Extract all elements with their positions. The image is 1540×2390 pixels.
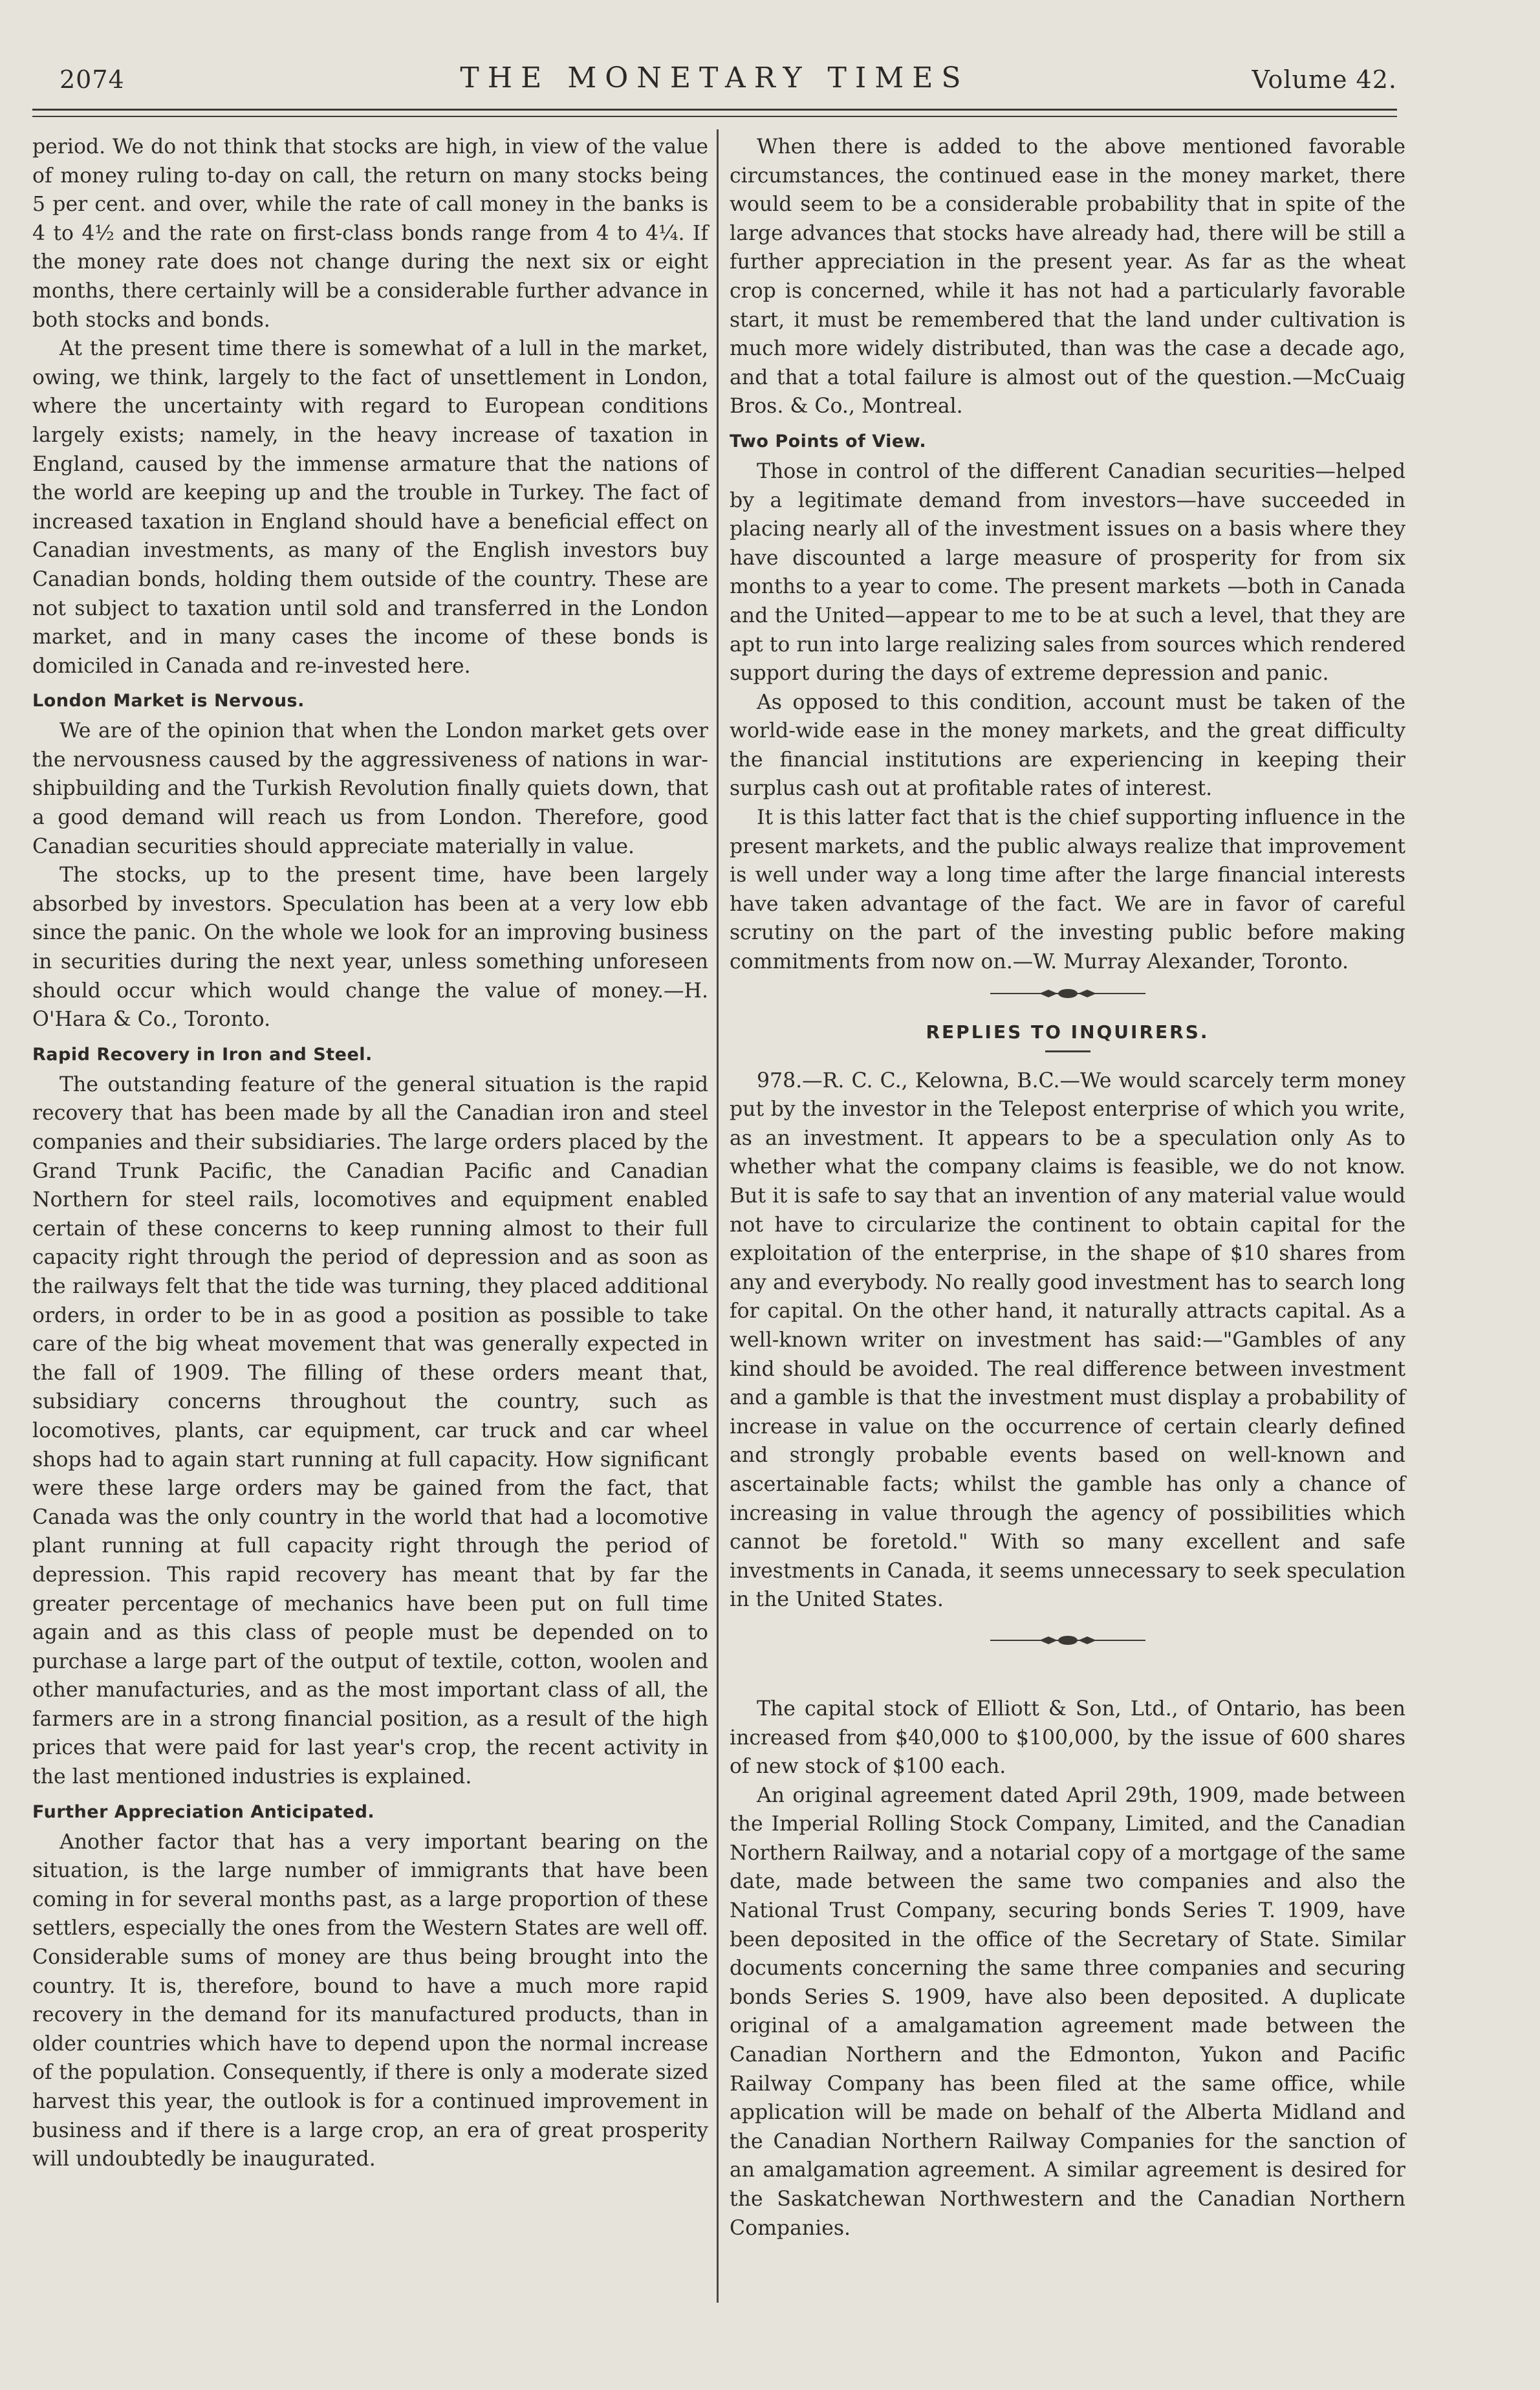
- ornament-divider: [990, 987, 1145, 1000]
- paragraph: It is this latter fact that is the chief supporting influence in the present markets, and the public always realize that improvement is well under way a long time after the large financial interests have taken advantage of the fact. We are in favor of careful scrutiny on the part of the investing public before making commitments from now on.—W. Murray Alexander, Toronto.: [730, 806, 1405, 974]
- section-title: REPLIES TO INQUIRERS.: [926, 1021, 1209, 1043]
- subheading: Two Points of View.: [730, 431, 927, 451]
- paragraph: The outstanding feature of the general situation is the rapid recovery that has been made by all the Canadian iron and steel companies and their subsidiaries. The large orders placed by the Grand Trunk Pacific, the Canadian Pacific and Canadian Northern for steel rails, locomotives and equipment enabled certain of these concerns to keep running almost to their full capacity right through the period of depression and as soon as the railways felt that the tide was turning, they placed additional orders, in order to be in as good a position as possible to take care of the big wheat movement that was generally expected in the fall of 1909. The filling of these orders meant that, subsidiary concerns throughout the country, such as locomotives, plants, car equipment, car truck and car wheel shops had to again start running at full capacity. How significant were these large orders may be gained from the fact, that Canada was the only country in the world that had a locomotive plant running at full capacity right through the period of depression. This rapid recovery has meant that by far the greater percentage of mechanics have been put on full time again and as this class of people must be depended on to purchase a large part of the output of textile, cotton, woolen and other manufacturies, and as the most important class of all, the farmers are in a strong financial position, as a result of the high prices that were paid for last year's crop, the recent activity in the last mentioned industries is explained.: [32, 1072, 708, 1789]
- spacer: [730, 1660, 1405, 1695]
- left-column: [32, 133, 708, 2174]
- subheading: Further Appreciation Anticipated.: [32, 1801, 375, 1822]
- subheading: London Market is Nervous.: [32, 691, 305, 712]
- ornament-divider: [990, 1634, 1145, 1647]
- volume-label: Volume 42.: [1252, 65, 1397, 94]
- paragraph: period. We do not think that stocks are high, in view of the value of money ruling to-day on call, the return on many stocks being 5 per cent. and over, while the rate of call money in the banks is 4 to 4½ and the rate on first-class bonds range from 4 to 4¼. If the money rate does not change during the next six or eight months, there certainly will be a considerable further advance in both stocks and bonds.: [32, 135, 708, 332]
- paragraph: When there is added to the above mentioned favorable circumstances, the continued ease in the money market, there would seem to be a considerable probability that in spite of the large advances that stocks have already had, there will be still a further appreciation in the present year. As far as the wheat crop is concerned, while it has not had a particularly favorable start, it must be remembered that the land under cultivation is much more widely distributed, than was the case a decade ago, and that a total failure is almost out of the question.—McCuaig Bros. & Co., Montreal.: [730, 135, 1405, 418]
- right-column: [730, 133, 1405, 2243]
- column-divider: [717, 129, 719, 2303]
- publication-title: THE MONETARY TIMES: [460, 61, 970, 94]
- paragraph: The capital stock of Elliott & Son, Ltd., of Ontario, has been increased from $40,000 to $100,000, by the issue of 600 shares of new stock of $100 each.: [730, 1697, 1405, 1779]
- paragraph: We are of the opinion that when the London market gets over the nervousness caused by the aggressiveness of nations in war-shipbuilding and the Turkish Revolution finally quiets down, that a good demand will reach us from London. Therefore, good Canadian securities should appreciate materially in value.: [32, 719, 708, 858]
- header-rule-bottom: [32, 116, 1397, 117]
- paragraph: The stocks, up to the present time, have been largely absorbed by investors. Speculation has been at a very low ebb since the panic. On the whole we look for an improving business in securities during the next year, unless something unforeseen should occur which would change the value of money.—H. O'Hara & Co., Toronto.: [32, 864, 708, 1032]
- page-number: 2074: [60, 65, 125, 94]
- page-header: [32, 61, 1397, 100]
- paragraph: An original agreement dated April 29th, 1909, made between the Imperial Rolling Stock Company, Limited, and the Canadian Northern Railway, and a notarial copy of a mortgage of the same date, made between the same two companies and also the National Trust Company, securing bonds Series T. 1909, have been deposited in the office of the Secretary of State. Similar documents concerning the same three companies and securing bonds Series S. 1909, have also been deposited. A duplicate original of a amalgamation agreement made between the Canadian Northern and the Edmonton, Yukon and Pacific Railway Company has been filed at the same office, while application will be made on behalf of the Alberta Midland and the Canadian Northern Railway Companies for the sanction of an amalgamation agreement. A similar agreement is desired for the Saskatchewan Northwestern and the Canadian Northern Companies.: [730, 1783, 1405, 2240]
- subheading: Rapid Recovery in Iron and Steel.: [32, 1044, 373, 1065]
- paragraph: Those in control of the different Canadian securities—helped by a legitimate demand from investors—have succeeded in placing nearly all of the investment issues on a basis where they have discounted a large measure of prosperity for from six months to a year to come. The present markets —both in Canada and the United—appear to me to be at such a level, that they are apt to run into large realizing sales from sources which rendered support during the days of extreme depression and panic.: [730, 459, 1405, 686]
- title-rule: [1045, 1050, 1090, 1052]
- paragraph: 978.—R. C. C., Kelowna, B.C.—We would scarcely term money put by the investor in the Telepost enterprise of which you write, as an investment. It appears to be a speculation only As to whether what the company claims is feasible, we do not know. But it is safe to say that an invention of any material value would not have to circularize the continent to obtain capital for the exploitation of the enterprise, in the shape of $10 shares from any and everybody. No really good investment has to search long for capital. On the other hand, it naturally attracts capital. As a well-known writer on investment has said:—"Gambles of any kind should be avoided. The real difference between investment and a gamble is that the investment must display a probability of increase in value on the occurrence of certain clearly defined and strongly probable events based on well-known and ascertainable facts; whilst the gamble has only a chance of increasing in value through the agency of possibilities which cannot be foretold." With so many excellent and safe investments in Canada, it seems unnecessary to seek speculation in the United States.: [730, 1069, 1405, 1612]
- paragraph: As opposed to this condition, account must be taken of the world-wide ease in the money markets, and the great difficulty the financial institutions are experiencing in keeping their surplus cash out at profitable rates of interest.: [730, 690, 1405, 801]
- paragraph: Another factor that has a very important bearing on the situation, is the large number of immigrants that have been coming in for several months past, as a large proportion of these settlers, especially the ones from the Western States are well off. Considerable sums of money are thus being brought into the country. It is, therefore, bound to have a much more rapid recovery in the demand for its manufactured products, than in older countries which have to depend upon the normal increase of the population. Consequently, if there is only a moderate sized harvest this year, the outlook is for a continued improvement in business and if there is a large crop, an era of great prosperity will undoubtedly be inaugurated.: [32, 1830, 708, 2171]
- paragraph: At the present time there is somewhat of a lull in the market, owing, we think, largely to the fact of unsettlement in London, where the uncertainty with regard to European conditions largely exists; namely, in the heavy increase of taxation in England, caused by the immense armature that the nations of the world are keeping up and the trouble in Turkey. The fact of increased taxation in England should have a beneficial effect on Canadian investments, as many of the English investors buy Canadian bonds, holding them outside of the country. These are not subject to taxation until sold and transferred in the London market, and in many cases the income of these bonds is domiciled in Canada and re-invested here.: [32, 337, 708, 678]
- header-rule-top: [32, 109, 1397, 111]
